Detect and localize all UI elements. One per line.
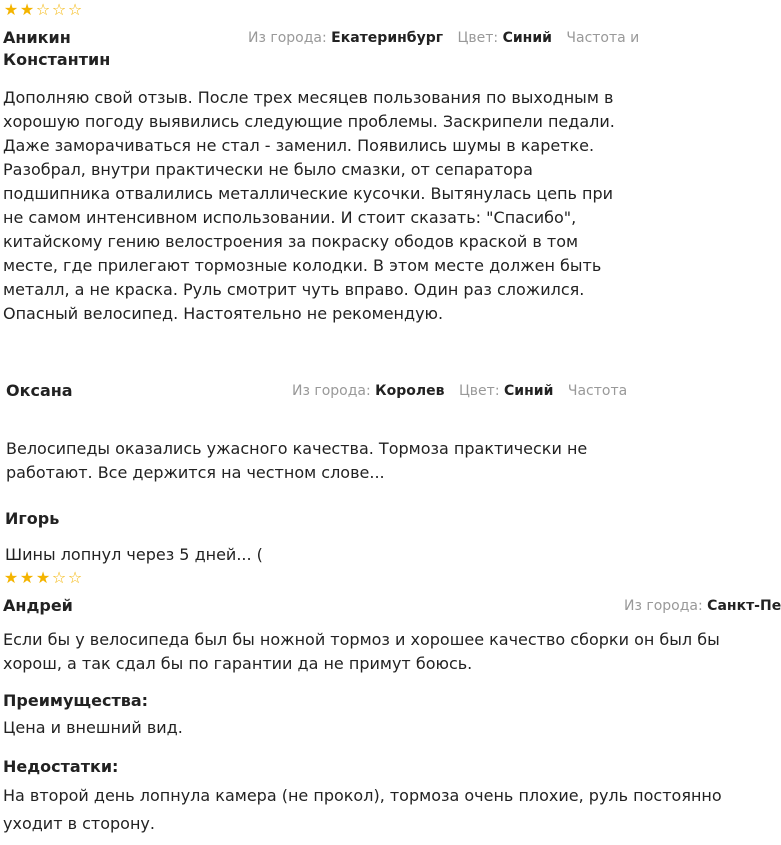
- frequency-label: Частота: [567, 383, 628, 399]
- pros-heading: Преимущества:: [3, 691, 149, 710]
- city-value: Санкт-Пе: [707, 598, 781, 614]
- star-empty-icon: ☆: [51, 568, 67, 587]
- star-empty-icon: ☆: [35, 0, 51, 19]
- pros-text: Цена и внешний вид.: [3, 718, 183, 737]
- city-value: Королев: [375, 383, 445, 399]
- color-value: Синий: [502, 30, 552, 46]
- city-label: Из города:: [624, 598, 703, 614]
- cons-heading: Недостатки:: [3, 757, 119, 776]
- frequency-label: Частота и: [566, 30, 640, 46]
- rating-stars: [3, 570, 83, 586]
- star-filled-icon: ★: [3, 568, 19, 587]
- review-text: Если бы у велосипеда был бы ножной тормоз и хорошее качество сборки он был бы хорош, а так сдал бы по гарантии да не примут боюсь.: [3, 630, 720, 673]
- review-meta: [624, 597, 781, 615]
- city-value: Екатеринбург: [331, 30, 444, 46]
- review-meta: [292, 382, 628, 400]
- star-empty-icon: ☆: [67, 0, 83, 19]
- reviewer-name: Игорь: [5, 509, 60, 528]
- star-filled-icon: ★: [3, 0, 19, 19]
- city-label: Из города:: [292, 383, 371, 399]
- star-empty-icon: ☆: [67, 568, 83, 587]
- cons-text: На второй день лопнула камера (не прокол), тормоза очень плохие, руль постоянно уходит в сторону.: [3, 786, 722, 833]
- color-value: Синий: [504, 383, 554, 399]
- star-filled-icon: ★: [19, 568, 35, 587]
- reviewer-name: Андрей: [3, 596, 73, 615]
- color-label: Цвет:: [458, 383, 500, 399]
- color-label: Цвет:: [457, 30, 499, 46]
- review-text: Шины лопнул через 5 дней... (: [5, 545, 263, 564]
- star-filled-icon: ★: [35, 568, 51, 587]
- rating-stars: [3, 2, 83, 18]
- star-empty-icon: ☆: [51, 0, 67, 19]
- city-label: Из города:: [248, 30, 327, 46]
- reviewer-name: Аникин Константин: [3, 28, 111, 69]
- review-text: Дополняю свой отзыв. После трех месяцев пользования по выходным в хорошую погоду выявились следующие проблемы. Заскрипели педали. Даже заморачиваться не стал - заменил. Появились шумы в каретке. Разобрал, внутри практически не было смазки, от сепаратора подшипника отвалились металлические кусочки. Вытянулась цепь при не самом интенсивном использовании. И стоит сказать: "Спасибо", китайскому гению велостроения за покраску ободов краской в том месте, где прилегают тормозные колодки. В этом месте должен быть металл, а не краска. Руль смотрит чуть вправо. Один раз сложился. Опасный велосипед. Настоятельно не рекомендую.: [3, 88, 615, 323]
- reviewer-name: Оксана: [6, 381, 73, 400]
- review-text: Велосипеды оказались ужасного качества. Тормоза практически не работают. Все держится на честном слове...: [6, 439, 588, 482]
- star-filled-icon: ★: [19, 0, 35, 19]
- review-meta: [248, 29, 640, 47]
